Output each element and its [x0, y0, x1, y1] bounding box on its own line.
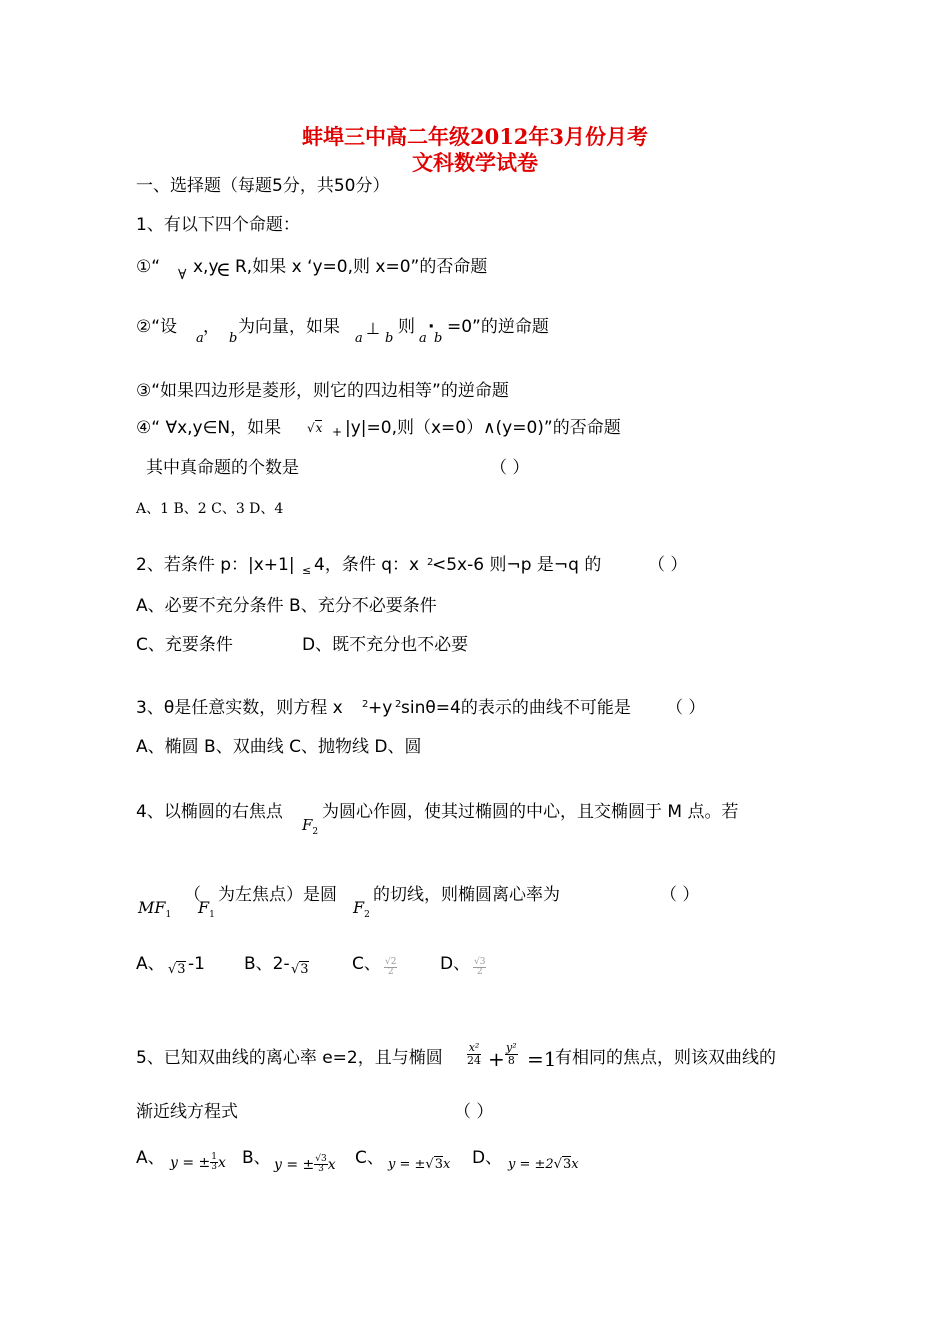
q1-question: 其中真命题的个数是: [146, 458, 299, 478]
q4-stem-end: 的切线，则椭圆离心率为: [373, 885, 560, 905]
q5-option-b-x: x: [327, 1156, 336, 1173]
q1-p2-comma: ，: [203, 317, 220, 337]
q1-p2-vector-b2: b: [385, 331, 394, 346]
q3-options: A、椭圆 B、双曲线 C、抛物线 D、圆: [136, 737, 422, 757]
q4-option-c-fraction: [384, 958, 397, 978]
q5-option-d-prefix: y = ±2: [508, 1157, 554, 1172]
q4-open-paren: （: [184, 885, 201, 905]
q1-answer-paren: （ ）: [490, 458, 530, 478]
q2-options-ab: A、必要不充分条件 B、充分不必要条件: [136, 596, 437, 616]
q1-p2-vector-a2: a: [355, 331, 363, 346]
q5-answer-paren: （ ）: [454, 1102, 494, 1122]
q2-answer-paren: （ ）: [648, 555, 688, 575]
q4-left-focus-text: 为左焦点）是圆: [218, 885, 337, 905]
q5-option-a-x: x: [218, 1154, 226, 1171]
q5-fraction-x-denominator: 24: [467, 1053, 481, 1067]
q4-focus-f2-subscript: 2: [312, 827, 319, 837]
q5-stem-line2: 渐近线方程式: [136, 1102, 238, 1122]
q4-option-c-label: C、: [352, 954, 381, 974]
q1-p2-perpendicular: ⊥: [366, 319, 380, 338]
q2-stem-middle: 4，条件 q：x: [314, 555, 420, 575]
q5-equals-one: =1: [527, 1047, 557, 1071]
exam-title-line1: 蚌埠三中高二年级2012年3月份月考: [301, 124, 649, 149]
q5-option-d-radicand: 3: [562, 1157, 572, 1172]
q5-option-b-denominator: 3: [318, 1164, 324, 1175]
q1-p4-sqrt-radicand: x: [315, 421, 323, 435]
q1-p2-then: 则: [398, 317, 415, 337]
q4-option-b-label: B、2-: [244, 954, 290, 974]
q5-fraction-y: [505, 1042, 518, 1066]
q1-p4-sqrt: √x: [307, 421, 323, 435]
q4-circle-f2-subscript: 2: [364, 910, 370, 920]
q4-focus-f1-subscript: 1: [209, 910, 215, 920]
q4-option-c-numerator: √2: [385, 957, 397, 967]
q3-answer-paren: （ ）: [666, 698, 706, 718]
q5-option-d-x: x: [571, 1157, 579, 1172]
q5-option-a-prefix: y = ±: [170, 1154, 211, 1171]
q3-stem-end: sinθ=4的表示的曲线不可能是: [401, 698, 631, 718]
q2-option-c: C、充要条件: [136, 635, 233, 655]
q4-option-d-denominator: 2: [476, 967, 483, 978]
q1-p2-prefix: ②“设: [136, 317, 178, 337]
q5-option-b-numerator: √3: [315, 1154, 327, 1164]
q1-p4-plus: +: [332, 425, 343, 439]
q1-proposition-3: ③“如果四边形是菱形，则它的四边相等”的逆命题: [136, 381, 509, 401]
q1-p4-end: |y|=0,则（x=0）∧(y=0)”的否命题: [345, 418, 621, 438]
q5-option-c-expr: y = ±√3x: [388, 1157, 451, 1172]
q5-option-c-x: x: [442, 1157, 451, 1172]
q4-option-a-radicand: 3: [177, 962, 186, 977]
q5-option-b-label: B、: [242, 1148, 271, 1168]
q4-option-d-label: D、: [440, 954, 471, 974]
q5-option-a-expr: [170, 1153, 226, 1173]
q3-square-1: 2: [362, 699, 369, 710]
q2-stem-prefix: 2、若条件 p：|x+1|: [136, 555, 295, 575]
q1-p2-vector-a3: a: [419, 331, 427, 346]
q4-stem-prefix: 4、以椭圆的右焦点: [136, 802, 283, 822]
q1-p1-vars: x,y: [193, 257, 219, 277]
q5-stem-prefix: 5、已知双曲线的离心率 e=2，且与椭圆: [136, 1048, 443, 1068]
q5-option-b-expr: [274, 1155, 336, 1175]
q5-option-a-label: A、: [136, 1148, 165, 1168]
q5-option-c-radicand: 3: [434, 1157, 443, 1172]
q4-focus-f1-letter: F: [198, 898, 210, 917]
q4-option-d-fraction: [473, 958, 486, 978]
q4-answer-paren: （ ）: [660, 885, 700, 905]
q3-square-2: 2: [395, 699, 402, 710]
q4-option-b-root: √3: [291, 962, 309, 977]
q5-option-a-numerator: 1: [211, 1152, 218, 1162]
q4-option-b-radicand: 3: [300, 962, 309, 977]
q4-focus-f1: [198, 898, 215, 920]
q5-fraction-x-numerator: x²: [468, 1041, 480, 1054]
q1-p2-dot: ·: [428, 317, 435, 337]
q5-stem-post: 有相同的焦点，则该双曲线的: [555, 1048, 776, 1068]
q2-le-sign: ≤: [302, 564, 312, 577]
q4-option-a-label: A、: [136, 954, 165, 974]
q5-option-c-prefix: y = ±: [388, 1157, 426, 1172]
q5-option-c-label: C、: [355, 1148, 384, 1168]
q4-stem-post: 为圆心作圆，使其过椭圆的中心，且交椭圆于 M 点。若: [322, 802, 739, 822]
exam-title-line2: 文科数学试卷: [412, 150, 538, 175]
q5-option-a-denominator: 3: [211, 1162, 218, 1173]
q4-segment-mf1: [138, 898, 171, 920]
q1-p2-vector-b3: b: [434, 331, 443, 346]
q1-options: A、1 B、2 C、3 D、4: [136, 501, 284, 517]
q2-option-d: D、既不充分也不必要: [302, 635, 469, 655]
q4-segment-mf1-letters: MF: [138, 898, 166, 917]
q4-circle-f2: [353, 898, 370, 920]
q4-circle-f2-letter: F: [353, 898, 365, 917]
q4-segment-mf1-subscript: 1: [165, 910, 172, 920]
q4-focus-f2-letter: F: [302, 816, 313, 834]
q5-option-d-label: D、: [472, 1148, 503, 1168]
q1-p4-prefix: ④“ ∀x,y∈N，如果: [136, 418, 282, 438]
q5-fraction-y-denominator: 8: [507, 1053, 515, 1067]
q2-square: 2: [427, 557, 434, 568]
q1-p2-vector-a: a: [196, 331, 204, 346]
q4-focus-f2: [302, 816, 318, 837]
q4-option-a-root: √3: [168, 962, 186, 977]
q5-fraction-y-numerator: y²: [506, 1041, 517, 1054]
q5-option-b-prefix: y = ±: [274, 1156, 315, 1173]
q1-p2-vector-b: b: [229, 331, 238, 346]
q4-option-c-denominator: 2: [387, 967, 394, 978]
q1-p1-forall: ∀: [178, 267, 187, 283]
q1-p1-text: R,如果 x ‘y=0,则 x=0”的否命题: [235, 257, 488, 277]
q5-plus: +: [488, 1047, 505, 1071]
q1-p1-element-of: ∈: [216, 257, 231, 281]
q3-stem-prefix: 3、θ是任意实数，则方程 x: [136, 698, 343, 718]
q1-p1-prefix: ①“: [136, 257, 161, 277]
q1-stem: 1、有以下四个命题：: [136, 215, 300, 235]
q1-p2-end: =0”的逆命题: [447, 317, 549, 337]
q5-fraction-x: [467, 1042, 481, 1066]
q2-stem-end: <5x-6 则¬p 是¬q 的: [432, 555, 602, 575]
q5-option-d-expr: y = ±2√3x: [508, 1157, 579, 1172]
q4-option-a-tail: -1: [188, 954, 205, 974]
q3-stem-middle: +y: [368, 698, 393, 718]
section-heading: 一、选择题（每题5分，共50分）: [136, 176, 390, 196]
q4-option-d-numerator: √3: [474, 957, 486, 967]
q1-p2-middle: 为向量，如果: [238, 317, 340, 337]
